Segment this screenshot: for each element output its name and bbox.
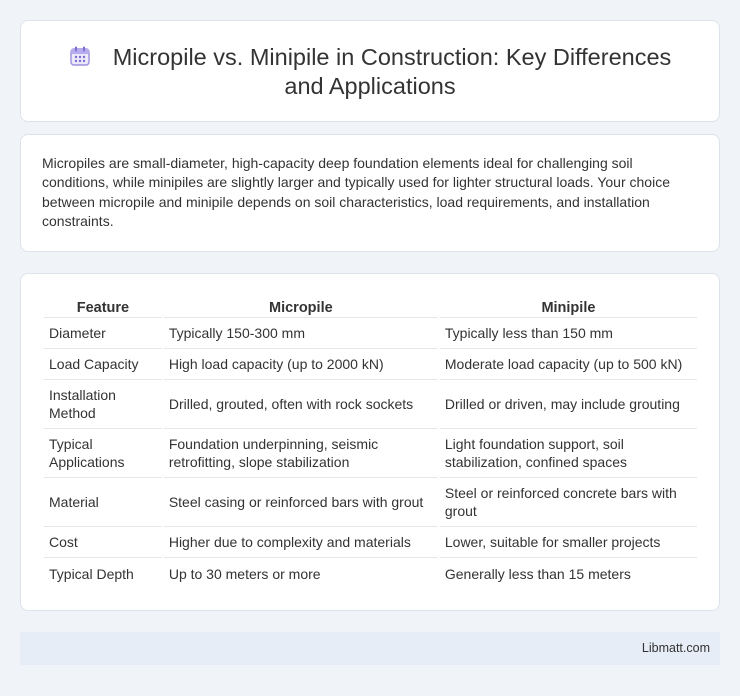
minipile-cell: Drilled or driven, may include grouting xyxy=(440,380,697,429)
comparison-table xyxy=(42,296,699,589)
micropile-cell: High load capacity (up to 2000 kN) xyxy=(164,349,438,380)
feature-cell: Typical Depth xyxy=(49,565,134,582)
title-line-2: and Applications xyxy=(284,73,456,99)
feature-cell: Typical Applications xyxy=(44,429,162,478)
minipile-cell: Typically less than 150 mm xyxy=(440,318,697,349)
header-minipile: Minipile xyxy=(440,296,697,318)
table-row xyxy=(44,349,697,380)
minipile-cell: Moderate load capacity (up to 500 kN) xyxy=(440,349,697,380)
page-title xyxy=(21,43,719,101)
feature-cell: Load Capacity xyxy=(44,349,162,380)
feature-cell: Diameter xyxy=(44,318,162,349)
comparison-card xyxy=(20,273,720,611)
minipile-cell: Generally less than 15 meters xyxy=(444,565,631,582)
table-row xyxy=(44,318,697,349)
footer-bar xyxy=(20,632,720,665)
table-header-row xyxy=(44,296,697,318)
feature-cell: Cost xyxy=(44,527,162,558)
micropile-cell: Drilled, grouted, often with rock sockets xyxy=(164,380,438,429)
intro-paragraph: Micropiles are small-diameter, high-capacity deep foundation elements ideal for challenging soil conditions, while minipiles are slightly larger and typically used for lighter structural loads. Your choice between micropile and minipile depends on soil characteristics, load requirements, and installation constraints. xyxy=(42,155,670,230)
title-line-1: Micropile vs. Minipile in Construction: Key Differences xyxy=(112,44,672,70)
calendar-icon xyxy=(69,45,91,67)
header-feature: Feature xyxy=(44,296,162,318)
table-row xyxy=(44,558,697,589)
intro-card xyxy=(20,134,720,252)
feature-cell: Installation Method xyxy=(44,380,162,429)
table-row xyxy=(44,429,697,478)
table-row xyxy=(44,478,697,527)
table-row xyxy=(44,527,697,558)
micropile-cell: Foundation underpinning, seismic retrofitting, slope stabilization xyxy=(164,429,438,478)
footer-site-link[interactable]: Libmatt.com xyxy=(641,641,710,655)
title-card xyxy=(20,20,720,122)
table-row xyxy=(44,380,697,429)
minipile-cell: Lower, suitable for smaller projects xyxy=(440,527,697,558)
micropile-cell: Higher due to complexity and materials xyxy=(164,527,438,558)
header-micropile: Micropile xyxy=(164,296,438,318)
micropile-cell: Typically 150-300 mm xyxy=(164,318,438,349)
micropile-cell: Steel casing or reinforced bars with grout xyxy=(164,478,438,527)
minipile-cell: Steel or reinforced concrete bars with grout xyxy=(440,478,697,527)
minipile-cell: Light foundation support, soil stabilization, confined spaces xyxy=(440,429,697,478)
micropile-cell: Up to 30 meters or more xyxy=(168,565,321,582)
feature-cell: Material xyxy=(44,478,162,527)
